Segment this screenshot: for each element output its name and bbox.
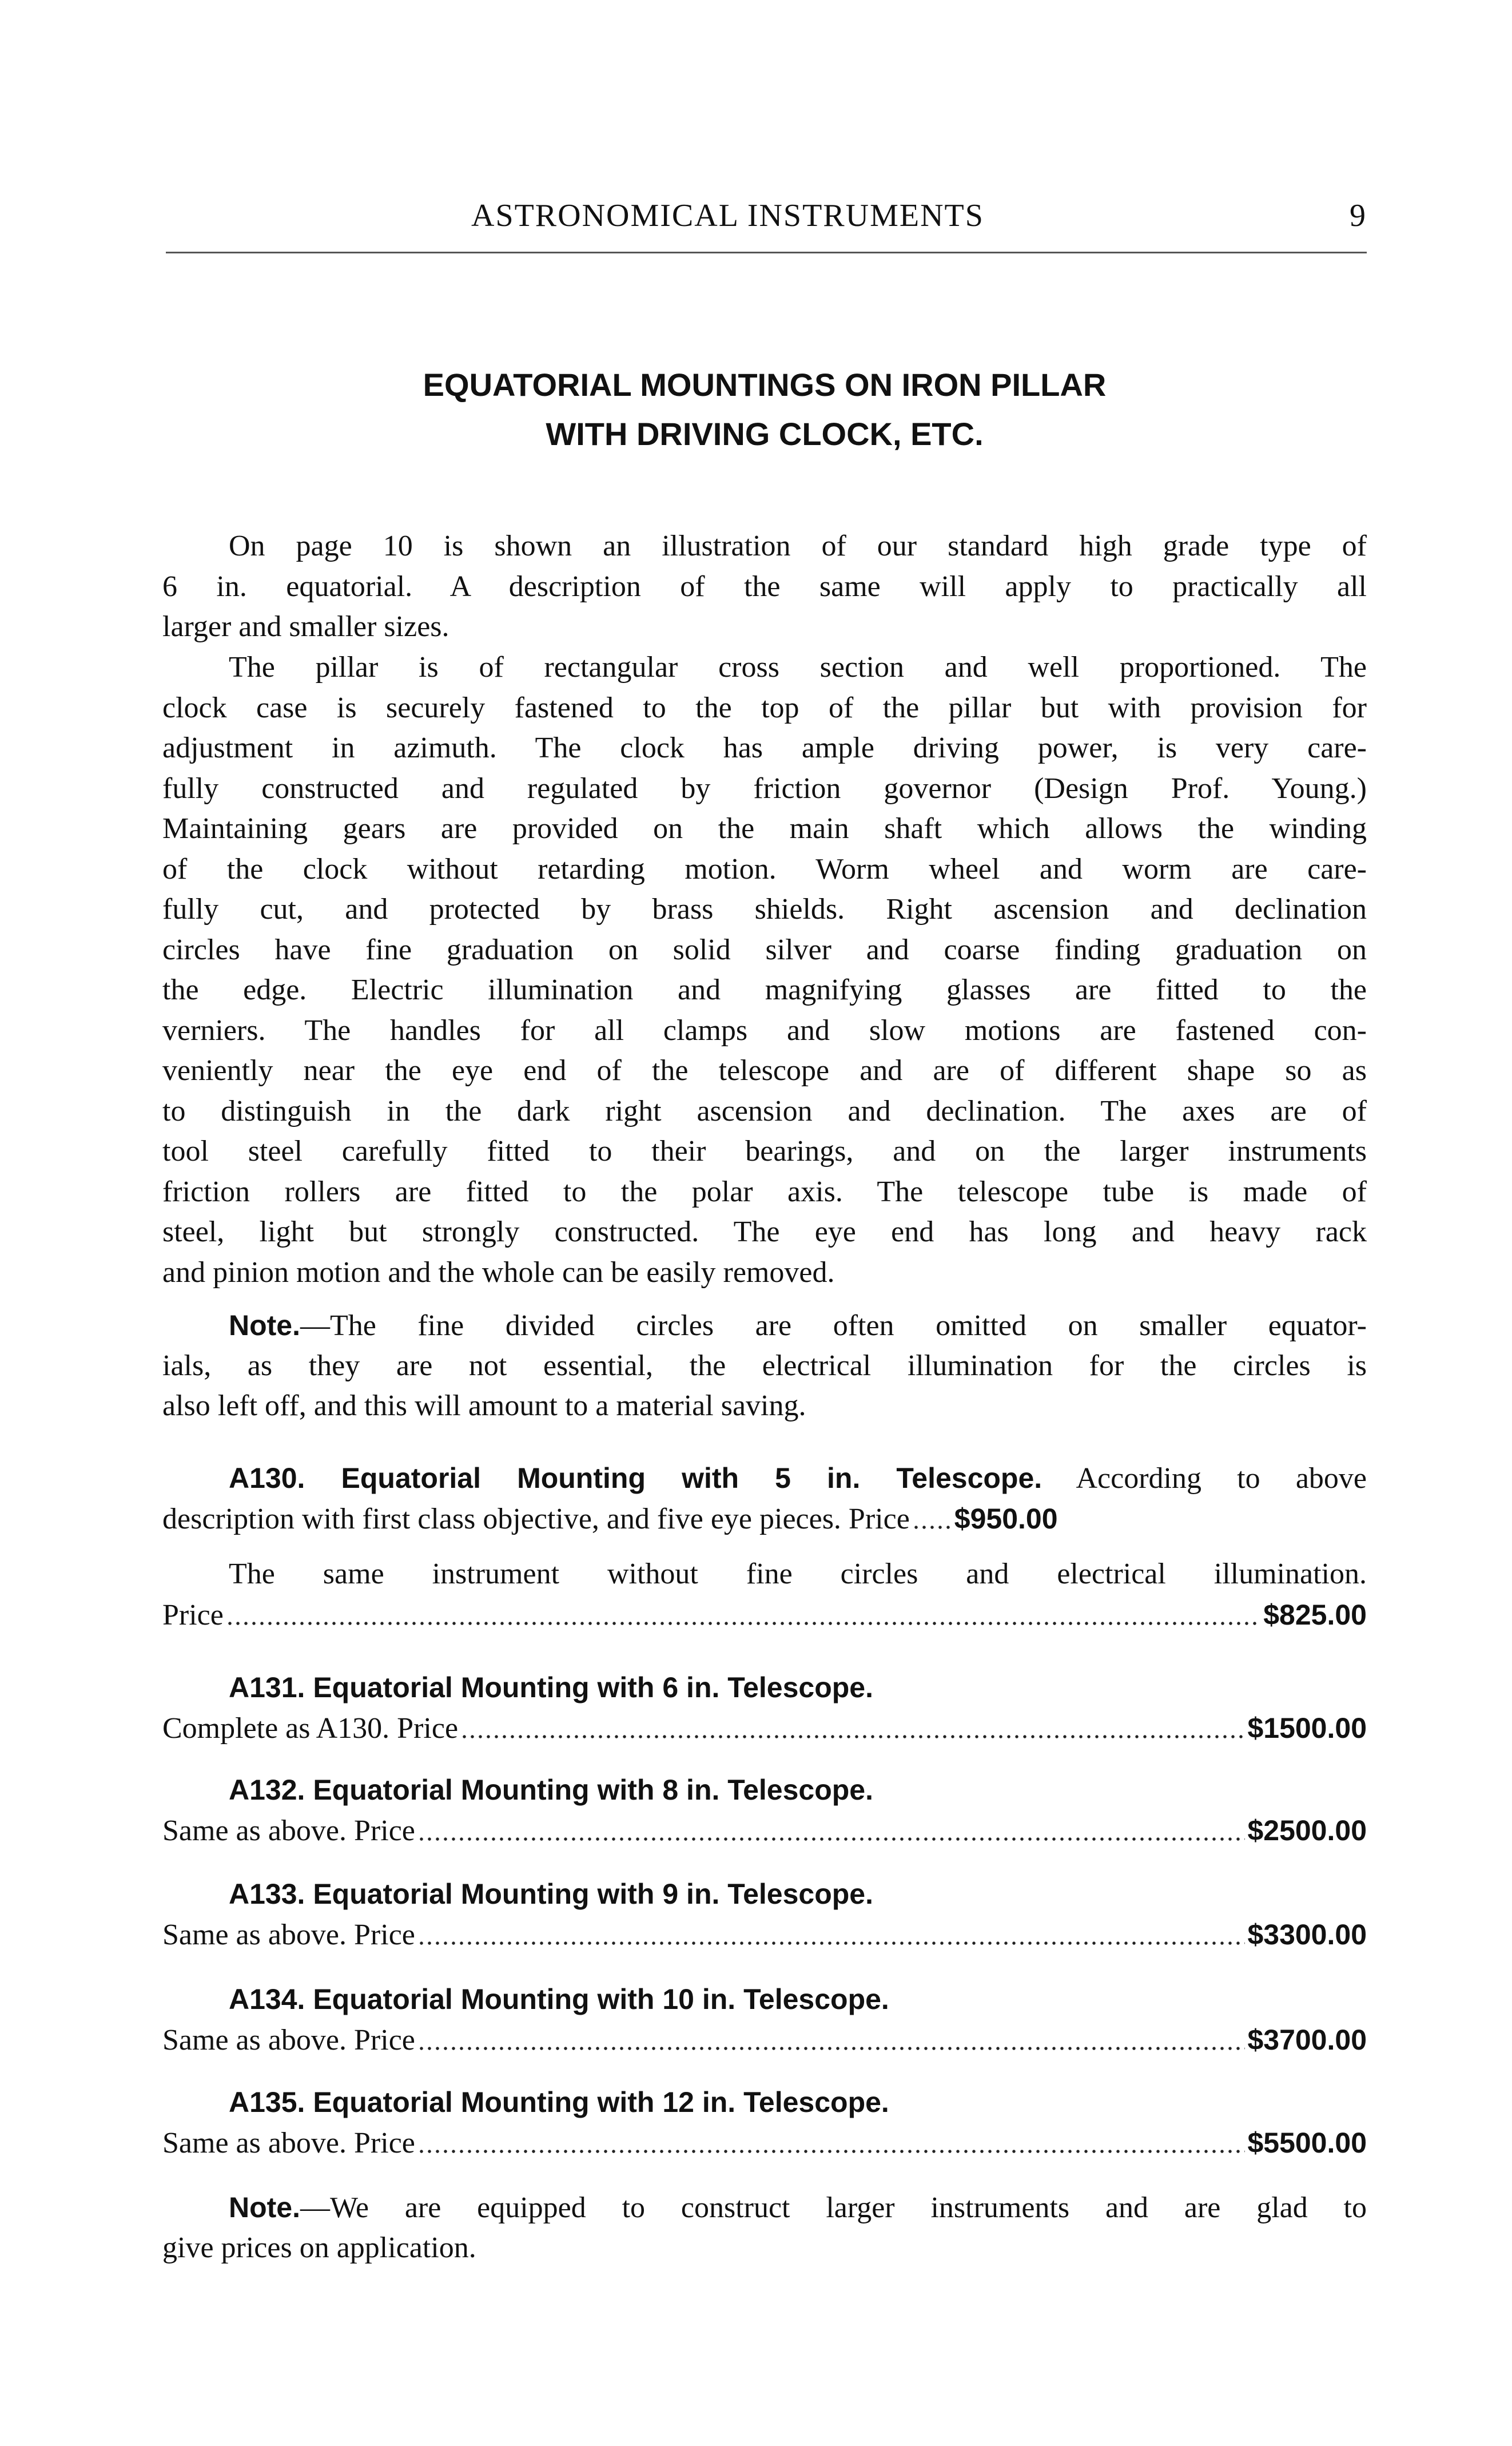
price-line: [162, 2123, 1367, 2163]
catalog-item-a132: [162, 1770, 1367, 1851]
item-description: description with first class objective, and five eye pieces. Price: [162, 1502, 910, 1535]
text-line: tool steel carefully fitted to their bearings, and on the larger instruments: [162, 1135, 1367, 1168]
price-line: [162, 2020, 1367, 2060]
dot-leader: [417, 2149, 1246, 2154]
section-title-line: EQUATORIAL MOUNTINGS ON IRON PILLAR: [423, 367, 1107, 403]
item-heading: A133. Equatorial Mounting with 9 in. Telescope.: [229, 1878, 874, 1910]
price-line: [162, 1595, 1367, 1635]
text-line: verniers. The handles for all clamps and slow motions are fastened con-: [162, 1014, 1367, 1047]
page-number: 9: [1350, 198, 1367, 233]
note-label: Note.: [229, 2191, 300, 2223]
item-heading: A135. Equatorial Mounting with 12 in. Telescope.: [229, 2086, 889, 2118]
item-price: $5500.00: [1247, 2126, 1367, 2159]
text-line: of the clock without retarding motion. Worm wheel and worm are care-: [162, 852, 1367, 886]
item-heading-line: [162, 1979, 1367, 2020]
running-title: ASTRONOMICAL INSTRUMENTS: [471, 198, 984, 233]
text-line: [162, 2187, 1367, 2228]
text-line: and pinion motion and the whole can be easily removed.: [162, 1256, 835, 1289]
catalog-item-a134: [162, 1979, 1367, 2060]
text-line: The same instrument without fine circles and electrical illumination.: [229, 1558, 1367, 1590]
catalog-item-a131: [162, 1667, 1367, 1748]
price-line: [162, 1915, 1367, 1955]
item-heading: A131. Equatorial Mounting with 6 in. Telescope.: [229, 1671, 874, 1704]
text-line: veniently near the eye end of the telescope and are of different shape so as: [162, 1054, 1367, 1087]
item-heading-line: [162, 2082, 1367, 2123]
price-line: [162, 1499, 1367, 1539]
text-line: give prices on application.: [162, 2231, 476, 2264]
dot-leader: [226, 1621, 1261, 1626]
section-title: [162, 360, 1367, 459]
catalog-item-a135: [162, 2082, 1367, 2163]
price-line: [162, 1708, 1367, 1749]
header-rule: [166, 252, 1367, 253]
text-line: friction rollers are fitted to the polar axis. The telescope tube is made of: [162, 1175, 1367, 1208]
note-text: —The fine divided circles are often omitted on smaller equator-: [300, 1309, 1367, 1342]
dot-leader: [912, 1525, 952, 1530]
text-line: 6 in. equatorial. A description of the same will apply to practically all: [162, 570, 1367, 603]
section-title-line: WITH DRIVING CLOCK, ETC.: [546, 416, 984, 452]
paragraph-description: [162, 648, 1367, 1293]
item-description: Same as above. Price: [162, 1918, 415, 1951]
text-line: Maintaining gears are provided on the main shaft which allows the winding: [162, 812, 1367, 845]
text-line: clock case is securely fastened to the top of the pillar but with provision for: [162, 691, 1367, 724]
text-line: the edge. Electric illumination and magnifying glasses are fitted to the: [162, 974, 1367, 1006]
item-price: $825.00: [1263, 1598, 1367, 1631]
catalog-item-a130-variant: [162, 1554, 1367, 1635]
item-description: Same as above. Price: [162, 2023, 415, 2056]
item-heading-line: [162, 1458, 1367, 1499]
item-description: Same as above. Price: [162, 2126, 415, 2159]
text-line: fully constructed and regulated by friction governor (Design Prof. Young.): [162, 772, 1367, 805]
item-description: Same as above. Price: [162, 1814, 415, 1847]
item-heading: A130. Equatorial Mounting with 5 in. Telescope.: [229, 1462, 1043, 1494]
text-line: fully cut, and protected by brass shields. Right ascension and declination: [162, 893, 1367, 926]
dot-leader: [417, 1837, 1246, 1841]
item-price: $1500.00: [1247, 1712, 1367, 1744]
item-price: $3700.00: [1247, 2023, 1367, 2056]
note-paragraph: [162, 1305, 1367, 1427]
text-line: On page 10 is shown an illustration of our standard high grade type of: [229, 530, 1367, 562]
item-price: $3300.00: [1247, 1918, 1367, 1951]
text-line: [162, 1305, 1367, 1346]
item-description: Price: [162, 1598, 224, 1631]
note-text: —We are equipped to construct larger instruments and are glad to: [300, 2191, 1367, 2224]
text-line: larger and smaller sizes.: [162, 610, 449, 643]
text-line: also left off, and this will amount to a material saving.: [162, 1389, 806, 1422]
text-line: The pillar is of rectangular cross section and well proportioned. The: [229, 651, 1367, 684]
text-line: steel, light but strongly constructed. The eye end has long and heavy rack: [162, 1216, 1367, 1248]
item-heading: A134. Equatorial Mounting with 10 in. Telescope.: [229, 1983, 889, 2015]
item-price: $2500.00: [1247, 1814, 1367, 1847]
dot-leader: [417, 1941, 1246, 1945]
text-line: to distinguish in the dark right ascension and declination. The axes are of: [162, 1094, 1367, 1127]
closing-note: [162, 2187, 1367, 2268]
catalog-item-a133: [162, 1874, 1367, 1955]
note-label: Note.: [229, 1309, 300, 1341]
dot-leader: [460, 1734, 1245, 1739]
item-heading: A132. Equatorial Mounting with 8 in. Telescope.: [229, 1774, 874, 1806]
text-line: circles have fine graduation on solid silver and coarse finding graduation on: [162, 933, 1367, 966]
catalog-item-a130: [162, 1458, 1367, 1539]
dot-leader: [417, 2046, 1246, 2051]
item-heading-rest: According to above: [1076, 1462, 1367, 1495]
item-heading-line: [162, 1770, 1367, 1810]
text-line: adjustment in azimuth. The clock has ample driving power, is very care-: [162, 732, 1367, 764]
item-heading-line: [162, 1667, 1367, 1708]
paragraph-intro: [162, 526, 1367, 648]
item-price: $950.00: [954, 1502, 1058, 1535]
item-description: Complete as A130. Price: [162, 1712, 459, 1745]
item-heading-line: [162, 1874, 1367, 1915]
text-line: ials, as they are not essential, the electrical illumination for the circles is: [162, 1349, 1367, 1382]
price-line: [162, 1810, 1367, 1851]
